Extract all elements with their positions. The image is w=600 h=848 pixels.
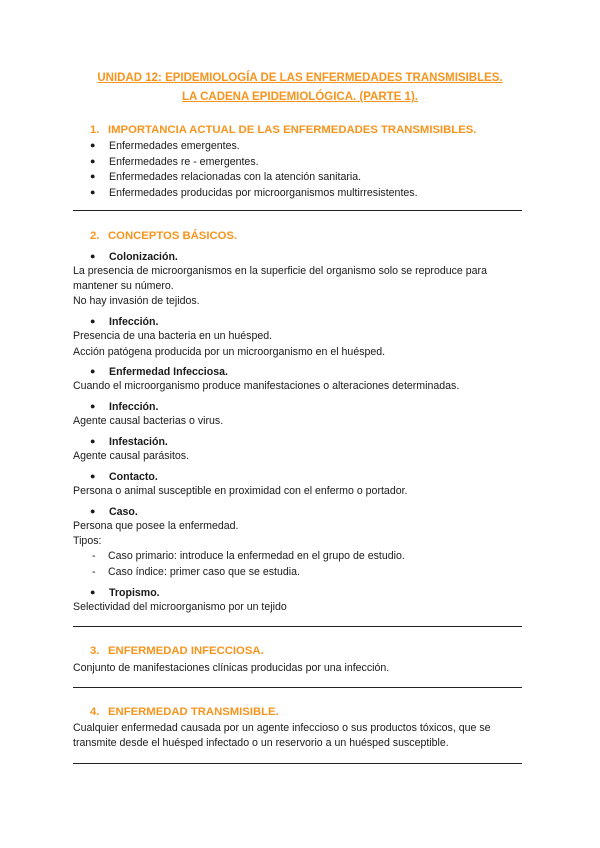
bullet-icon: ● (90, 401, 96, 411)
concept-definition: Selectividad del microorganismo por un tejido (73, 601, 287, 613)
section-divider (73, 763, 522, 764)
concept-term: ● Infección. (90, 401, 159, 413)
concept-definition: La presencia de microorganismos en la superficie del organismo solo se reproduce para mantener su número. (73, 265, 487, 292)
section-4-heading (90, 705, 279, 720)
concept-definition: Persona que posee la enfermedad. (73, 520, 239, 532)
concept-term: ● Infestación. (90, 436, 168, 448)
section-2-title: CONCEPTOS BÁSICOS. (108, 230, 238, 242)
section-1-title: IMPORTANCIA ACTUAL DE LAS ENFERMEDADES TRANSMISIBLES. (108, 124, 477, 136)
bullet-icon: ● (90, 587, 96, 597)
bullet-icon: ● (90, 171, 96, 181)
list-item: ● Enfermedades producidas por microorganismos multirresistentes. (90, 187, 418, 199)
section-4-title: ENFERMEDAD TRANSMISIBLE. (108, 706, 279, 718)
concept-definition: Cuando el microorganismo produce manifestaciones o alteraciones determinadas. (73, 380, 460, 392)
section-3-title: ENFERMEDAD INFECCIOSA. (108, 645, 264, 657)
section-3-heading (90, 644, 264, 659)
document-title-line-1: UNIDAD 12: EPIDEMIOLOGÍA DE LAS ENFERMEDADES TRANSMISIBLES. (97, 72, 503, 84)
bullet-icon: ● (90, 187, 96, 197)
concept-definition: Agente causal bacterias o virus. (73, 415, 224, 427)
dash-icon: - (92, 550, 96, 562)
concept-term: ● Contacto. (90, 471, 158, 483)
section-1-heading (90, 123, 476, 138)
concept-term: ● Colonización. (90, 251, 178, 263)
section-2-number: 2. (90, 230, 100, 242)
concept-term: ● Enfermedad Infecciosa. (90, 366, 228, 378)
concept-definition: Presencia de una bacteria en un huésped. (73, 330, 273, 342)
list-item: ● Enfermedades relacionadas con la atención sanitaria. (90, 171, 362, 183)
section-divider (73, 687, 522, 688)
concept-term: ● Caso. (90, 506, 138, 518)
section-4-text: Cualquier enfermedad causada por un agente infeccioso o sus productos tóxicos, que se transmite desde el huésped infectado o un reservorio a un huésped susceptible. (73, 722, 491, 749)
concept-definition: Tipos: (73, 535, 102, 547)
concept-term: ● Tropismo. (90, 587, 160, 599)
concept-definition: No hay invasión de tejidos. (73, 295, 200, 307)
dash-icon: - (92, 566, 96, 578)
section-4-number: 4. (90, 706, 100, 718)
bullet-icon: ● (90, 471, 96, 481)
bullet-icon: ● (90, 506, 96, 516)
concept-definition: Acción patógena producida por un microorganismo en el huésped. (73, 346, 386, 358)
section-3-number: 3. (90, 645, 100, 657)
bullet-icon: ● (90, 140, 96, 150)
section-3-text: Conjunto de manifestaciones clínicas producidas por una infección. (73, 662, 390, 674)
sub-list-item: - Caso primario: introduce la enfermedad en el grupo de estudio. (92, 550, 405, 562)
bullet-icon: ● (90, 251, 96, 261)
section-divider (73, 210, 522, 211)
bullet-icon: ● (90, 436, 96, 446)
concept-definition: Agente causal parásitos. (73, 450, 190, 462)
bullet-icon: ● (90, 156, 96, 166)
section-1-number: 1. (90, 124, 100, 136)
section-divider (73, 626, 522, 627)
sub-list-item: - Caso índice: primer caso que se estudia. (92, 566, 300, 578)
concept-definition: Persona o animal susceptible en proximidad con el enfermo o portador. (73, 485, 408, 497)
list-item: ● Enfermedades re - emergentes. (90, 156, 259, 168)
document-title-line-2: LA CADENA EPIDEMIOLÓGICA. (PARTE 1). (182, 91, 418, 103)
bullet-icon: ● (90, 316, 96, 326)
bullet-icon: ● (90, 366, 96, 376)
section-2-heading (90, 229, 237, 244)
list-item: ● Enfermedades emergentes. (90, 140, 240, 152)
concept-term: ● Infección. (90, 316, 159, 328)
